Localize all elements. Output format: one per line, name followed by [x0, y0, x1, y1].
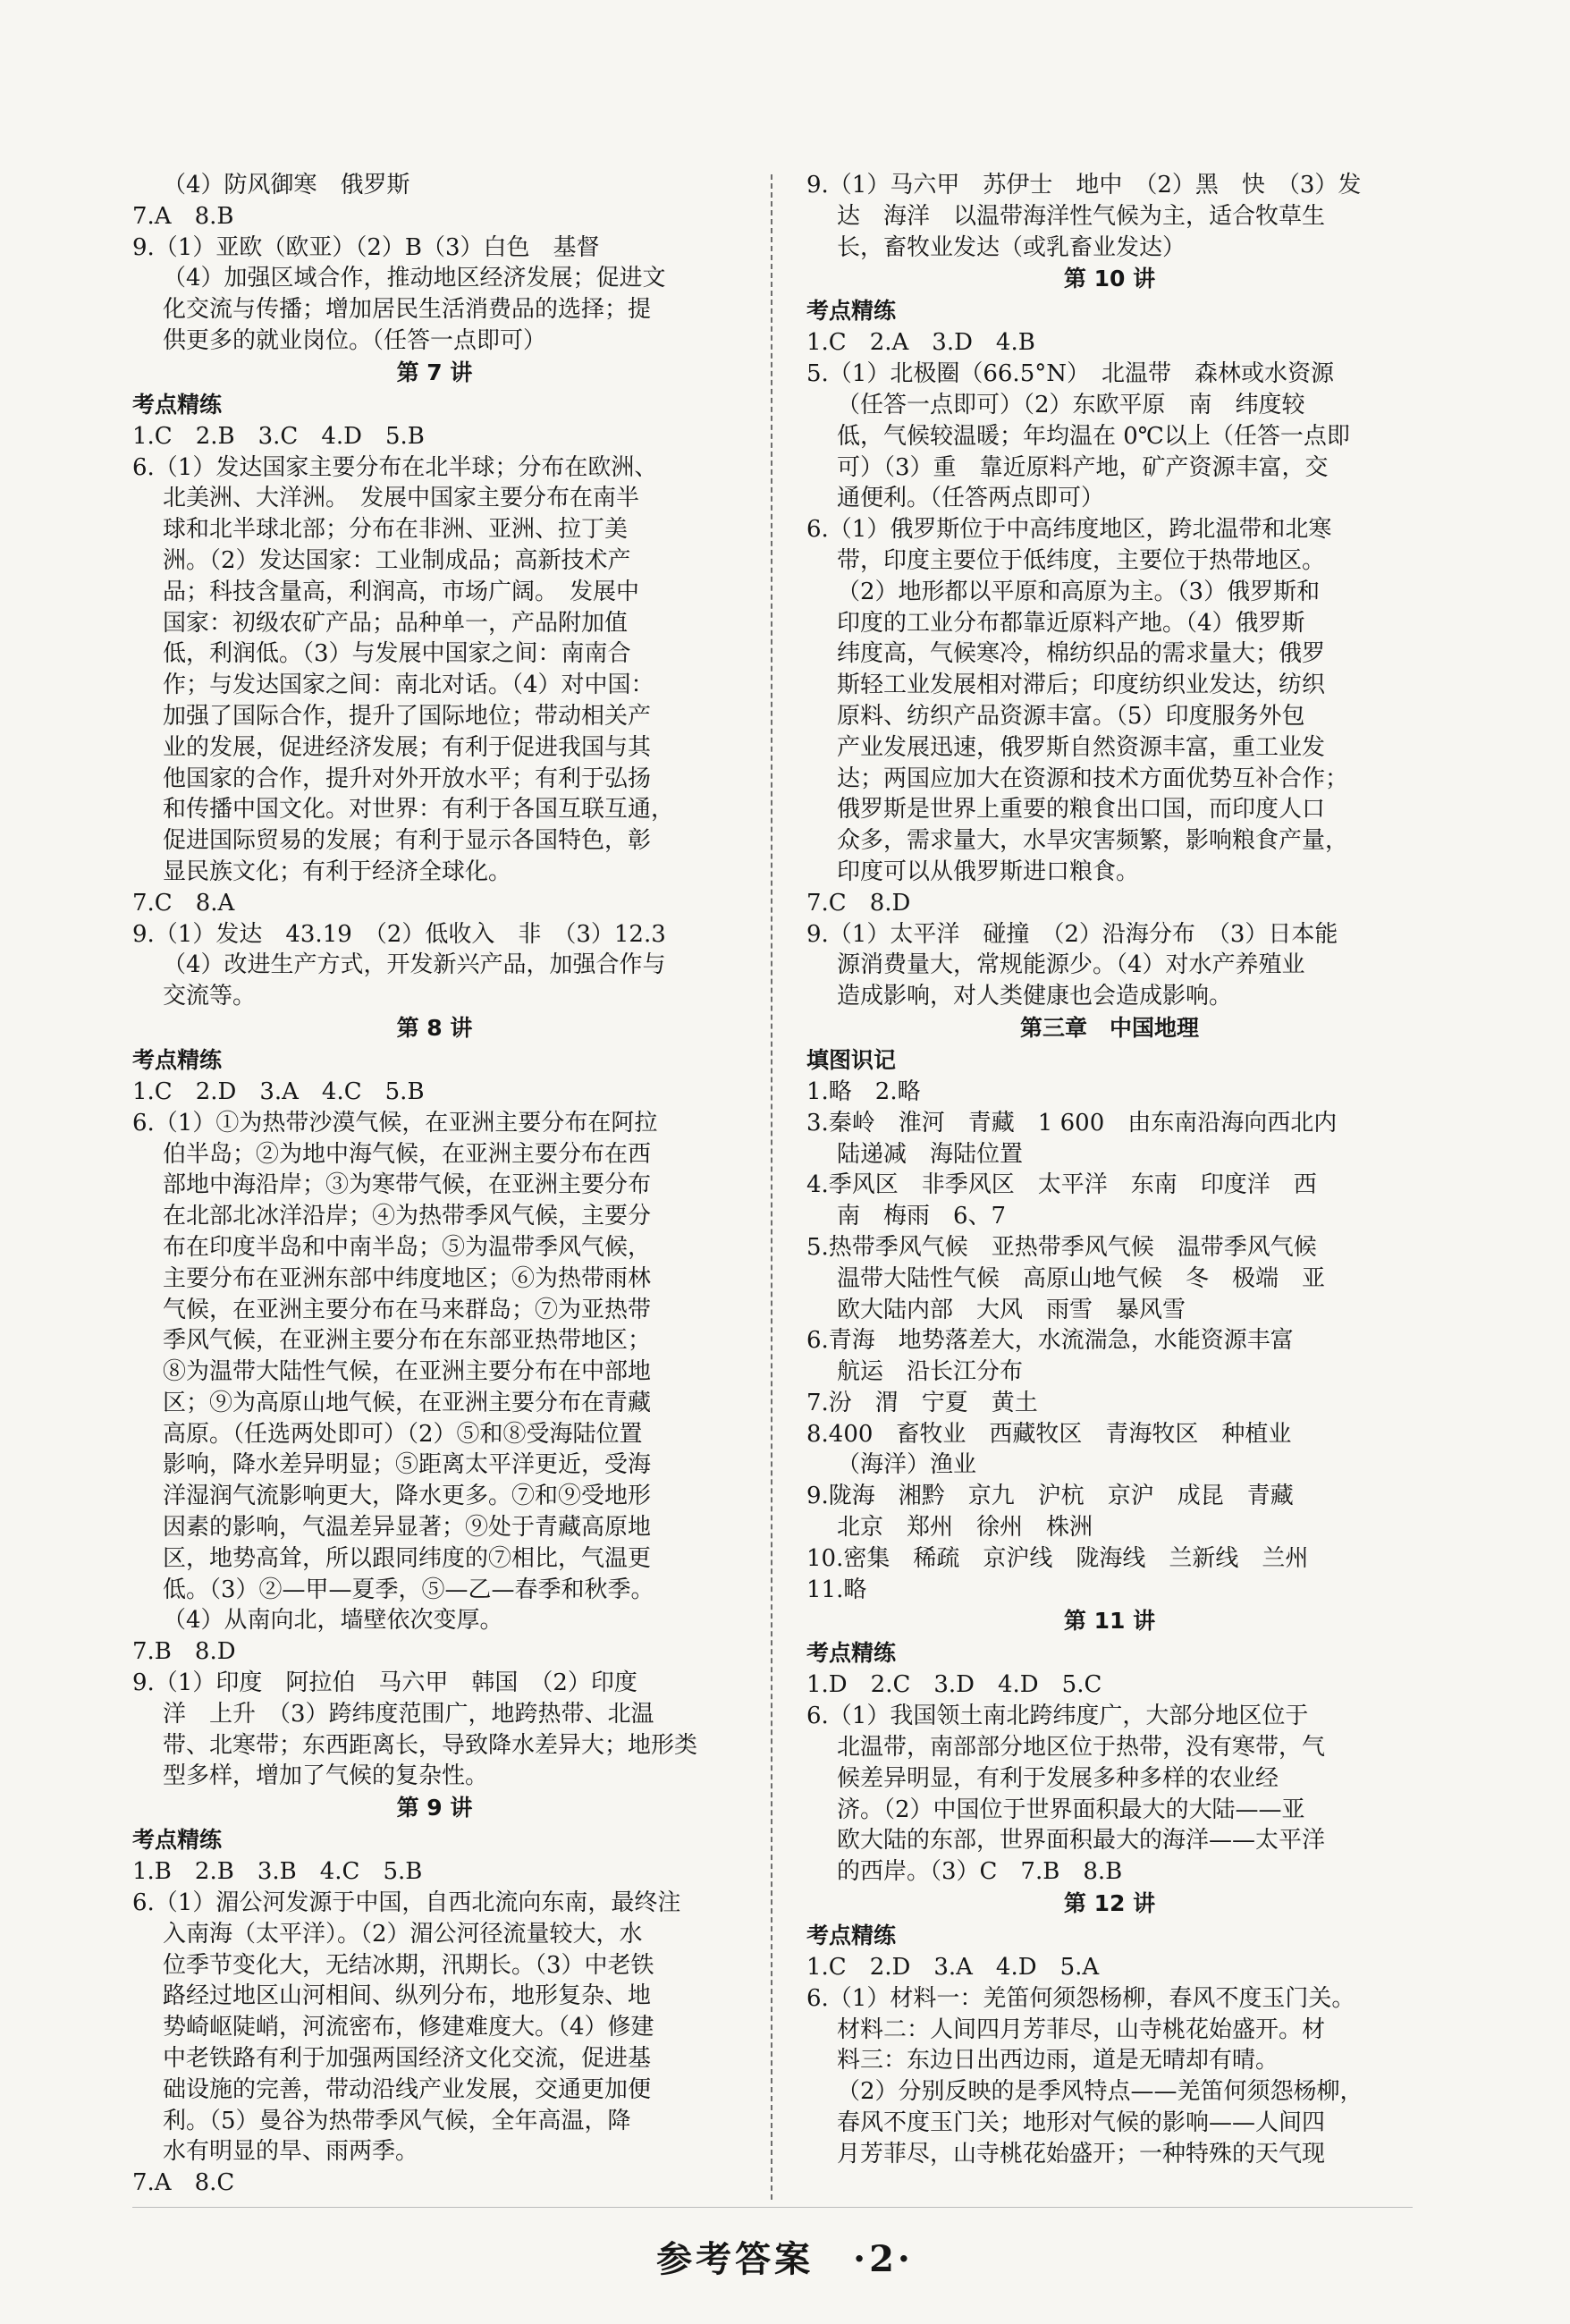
answer-line: 1.C 2.D 3.A 4.C 5.B [132, 1077, 425, 1105]
answer-line: 位季节变化大，无结冰期，汛期长。（3）中老铁 [163, 1951, 654, 1979]
answer-line: 5.（1）北极圈（66.5°N） 北温带 森林或水资源 [806, 360, 1334, 388]
answer-line: （4）加强区域合作，推动地区经济发展；促进文 [163, 265, 666, 292]
answer-line: 6.（1）发达国家主要分布在北半球；分布在欧洲、 [132, 453, 658, 481]
answer-line: 促进国际贸易的发展；有利于显示各国特色，彰 [163, 827, 652, 855]
answer-line: 众多，需求量大，水旱灾害频繁，影响粮食产量， [837, 827, 1349, 855]
answer-line: 气候，在亚洲主要分布在马来群岛；⑦为亚热带 [163, 1296, 652, 1323]
answer-line: 7.B 8.D [132, 1638, 236, 1666]
answer-line: 洲。（2）发达国家：工业制成品；高新技术产 [163, 546, 631, 574]
answer-line: 9.（1）太平洋 碰撞 （2）沿海分布 （3）日本能 [806, 920, 1338, 948]
answer-line: 交流等。 [163, 983, 257, 1010]
answer-line: 可）（3）重 靠近原料产地，矿产资源丰富，交 [837, 453, 1329, 481]
answer-line: 陆递减 海陆位置 [837, 1140, 1024, 1168]
answer-line: 9.陇海 湘黔 京九 沪杭 京沪 成昆 青藏 [806, 1483, 1294, 1510]
answer-line: 4.季风区 非季风区 太平洋 东南 印度洋 西 [806, 1171, 1317, 1199]
answer-line: 供更多的就业岗位。（任答一点即可） [163, 326, 547, 354]
answer-line: 洋 上升 （3）跨纬度范围广，地跨热带、北温 [163, 1700, 654, 1728]
answer-line: 产业发展迅速，俄罗斯自然资源丰富，重工业发 [837, 733, 1326, 761]
section-subheading: 考点精练 [806, 1923, 897, 1949]
lecture-heading: 第 8 讲 [396, 1014, 473, 1041]
answer-line: 春风不度玉门关；地形对气候的影响——人间四 [837, 2109, 1326, 2137]
answer-line: 带、北寒带；东西距离长，导致降水差异大；地形类 [163, 1731, 698, 1759]
answer-line: （2）地形都以平原和高原为主。（3）俄罗斯和 [837, 578, 1321, 605]
answer-line: 季风气候，在亚洲主要分布在东部亚热带地区； [163, 1327, 652, 1355]
answer-line: 11.略 [806, 1576, 867, 1603]
answer-line: 7.A 8.B [132, 202, 234, 230]
answer-line: 布在印度半岛和中南半岛；⑤为温带季风气候， [163, 1233, 652, 1261]
answer-line: 带，印度主要位于低纬度，主要位于热带地区。 [837, 546, 1326, 574]
answer-line: 区，地势高耸，所以跟同纬度的⑦相比，气温更 [163, 1544, 652, 1572]
answer-line: 6.（1）俄罗斯位于中高纬度地区，跨北温带和北寒 [806, 516, 1332, 544]
column-divider [771, 174, 772, 2200]
answer-line: 品；科技含量高，利润高，市场广阔。 发展中 [163, 578, 640, 605]
section-subheading: 填图识记 [806, 1046, 897, 1073]
answer-line: 6.（1）湄公河发源于中国，自西北流向东南，最终注 [132, 1889, 681, 1917]
answer-line: 低。（3）②—甲—夏季，⑤—乙—春季和秋季。 [163, 1576, 654, 1603]
answer-line: （4）从南向北，墙壁依次变厚。 [163, 1607, 503, 1635]
answer-line: 显民族文化；有利于经济全球化。 [163, 858, 512, 885]
answer-line: 欧大陆内部 大风 雨雪 暴风雪 [837, 1296, 1186, 1323]
answer-line: 因素的影响，气温差异显著；⑨处于青藏高原地 [163, 1514, 652, 1542]
answer-line: 加强了国际合作，提升了国际地位；带动相关产 [163, 702, 652, 730]
section-subheading: 考点精练 [806, 1640, 897, 1667]
answer-line: 低，利润低。（3）与发展中国家之间：南南合 [163, 640, 631, 668]
answer-line: 北温带，南部部分地区位于热带，没有寒带，气 [837, 1734, 1326, 1762]
answer-line: （4）改进生产方式，开发新兴产品，加强合作与 [163, 951, 666, 979]
answer-line: 印度的工业分布都靠近原料产地。（4）俄罗斯 [837, 609, 1305, 637]
answer-line: 源消费量大，常规能源少。（4）对水产养殖业 [837, 951, 1305, 979]
answer-line: 1.略 2.略 [806, 1077, 921, 1105]
answer-line: （4）防风御寒 俄罗斯 [163, 172, 410, 199]
section-subheading: 考点精练 [132, 391, 223, 418]
answer-line: 低，气候较温暖；年均温在 0℃以上（任答一点即 [837, 422, 1350, 450]
lecture-heading: 第 11 讲 [1063, 1608, 1156, 1635]
answer-line: 的西岸。（3）C 7.B 8.B [837, 1858, 1123, 1886]
answer-line: 北京 郑州 徐州 株洲 [837, 1514, 1093, 1542]
answer-line: （海洋）渔业 [837, 1451, 977, 1479]
right-column [806, 170, 1413, 2170]
answer-line: 路经过地区山河相间、纵列分布，地形复杂、地 [163, 1982, 652, 2010]
answer-line: 6.（1）材料一：羌笛何须怨杨柳，春风不度玉门关。 [806, 1984, 1355, 2012]
lecture-heading: 第 12 讲 [1063, 1890, 1156, 1917]
answer-line: 造成影响，对人类健康也会造成影响。 [837, 983, 1233, 1010]
answer-line: 业的发展，促进经济发展；有利于促进我国与其 [163, 733, 652, 761]
section-subheading: 考点精练 [806, 298, 897, 325]
answer-line: 型多样，增加了气候的复杂性。 [163, 1762, 489, 1790]
answer-line: 南 梅雨 6、7 [837, 1203, 1007, 1230]
answer-line: 月芳菲尽，山寺桃花始盛开；一种特殊的天气现 [837, 2140, 1326, 2168]
answer-line: 达 海洋 以温带海洋性气候为主，适合牧草生 [837, 202, 1326, 230]
answer-line: 他国家的合作，提升对外开放水平；有利于弘扬 [163, 765, 652, 792]
answer-line: 6.（1）我国领土南北跨纬度广，大部分地区位于 [806, 1703, 1309, 1730]
answer-line: 北美洲、大洋洲。 发展中国家主要分布在南半 [163, 485, 640, 512]
answer-line: 6.青海 地势落差大，水流湍急，水能资源丰富 [806, 1327, 1294, 1355]
answer-line: 球和北半球北部；分布在非洲、亚洲、拉丁美 [163, 516, 629, 544]
lecture-heading: 第 10 讲 [1063, 266, 1156, 292]
answer-line: 势崎岖陡峭，河流密布，修建难度大。（4）修建 [163, 2014, 654, 2041]
answer-line: 部地中海沿岸；③为寒带气候，在亚洲主要分布 [163, 1171, 652, 1199]
lecture-heading: 第 9 讲 [396, 1795, 473, 1821]
answer-line: 水有明显的旱、雨两季。 [163, 2138, 419, 2166]
answer-line: 区；⑨为高原山地气候，在亚洲主要分布在青藏 [163, 1389, 652, 1416]
answer-line: 长，畜牧业发达（或乳畜业发达） [837, 233, 1186, 261]
answer-line: 3.秦岭 淮河 青藏 1 600 由东南沿海向西北内 [806, 1109, 1338, 1137]
answer-line: 原料、纺织产品资源丰富。（5）印度服务外包 [837, 702, 1305, 730]
answer-line: 9.（1）马六甲 苏伊士 地中 （2）黑 快 （3）发 [806, 172, 1362, 199]
lecture-heading: 第 7 讲 [396, 359, 473, 385]
answer-line: 在北部北冰洋沿岸；④为热带季风气候，主要分 [163, 1203, 652, 1230]
answer-line: 1.C 2.A 3.D 4.B [806, 329, 1035, 357]
answer-line: 6.（1）①为热带沙漠气候，在亚洲主要分布在阿拉 [132, 1109, 658, 1137]
answer-line: 材料二：人间四月芳菲尽，山寺桃花始盛开。材 [837, 2016, 1326, 2043]
answer-line: 1.B 2.B 3.B 4.C 5.B [132, 1858, 423, 1886]
answer-line: （2）分别反映的是季风特点——羌笛何须怨杨柳， [837, 2078, 1363, 2106]
answer-line: 主要分布在亚洲东部中纬度地区；⑥为热带雨林 [163, 1264, 652, 1292]
answer-line: （任答一点即可）（2）东欧平原 南 纬度较 [837, 391, 1305, 418]
answer-line: 洋湿润气流影响更大，降水更多。⑦和⑨受地形 [163, 1483, 652, 1510]
answer-line: 8.400 畜牧业 西藏牧区 青海牧区 种植业 [806, 1420, 1292, 1448]
answer-line: 1.D 2.C 3.D 4.D 5.C [806, 1671, 1102, 1699]
answer-line: 达；两国应加大在资源和技术方面优势互补合作； [837, 765, 1349, 792]
answer-line: 料三：东边日出西边雨，道是无晴却有晴。 [837, 2047, 1279, 2075]
answer-line: 斯轻工业发展相对滞后；印度纺织业发达，纺织 [837, 672, 1326, 699]
lecture-heading: 第三章 中国地理 [1019, 1014, 1199, 1041]
answer-line: 国家：初级农矿产品；品种单一，产品附加值 [163, 609, 629, 637]
answer-line: 7.C 8.D [806, 889, 911, 917]
answer-line: 10.密集 稀疏 京沪线 陇海线 兰新线 兰州 [806, 1544, 1309, 1572]
answer-line: 入南海（太平洋）。（2）湄公河径流量较大，水 [163, 1920, 643, 1948]
left-column [132, 170, 737, 2199]
answer-line: 影响，降水差异明显；⑤距离太平洋更近，受海 [163, 1451, 652, 1479]
answer-line: 9.（1）发达 43.19 （2）低收入 非 （3）12.3 [132, 920, 666, 948]
answer-line: 作；与发达国家之间：南北对话。（4）对中国： [163, 672, 654, 699]
section-subheading: 考点精练 [132, 1827, 223, 1854]
page-footer: 参考答案 ·2· [656, 2238, 914, 2280]
section-subheading: 考点精练 [132, 1046, 223, 1073]
answer-line: 通便利。（任答两点即可） [837, 485, 1105, 512]
answer-line: 航运 沿长江分布 [837, 1358, 1024, 1386]
answer-line: 纬度高，气候寒冷，棉纺织品的需求量大；俄罗 [837, 640, 1326, 668]
answer-line: 印度可以从俄罗斯进口粮食。 [837, 858, 1140, 885]
answer-line: 7.C 8.A [132, 889, 235, 917]
answer-line: 高原。（任选两处即可）（2）⑤和⑧受海陆位置 [163, 1420, 643, 1448]
answer-line: 俄罗斯是世界上重要的粮食出口国，而印度人口 [837, 796, 1326, 824]
answer-line: 础设施的完善，带动沿线产业发展，交通更加便 [163, 2075, 652, 2103]
answer-line: 9.（1）印度 阿拉伯 马六甲 韩国 （2）印度 [132, 1669, 637, 1697]
answer-line: ⑧为温带大陆性气候，在亚洲主要分布在中部地 [163, 1358, 652, 1386]
answer-line: 利。（5）曼谷为热带季风气候，全年高温，降 [163, 2107, 631, 2134]
answer-line: 5.热带季风气候 亚热带季风气候 温带季风气候 [806, 1233, 1317, 1261]
answer-line: 化交流与传播；增加居民生活消费品的选择；提 [163, 296, 652, 324]
bottom-rule [132, 2207, 1413, 2208]
answer-line: 9.（1）亚欧（欧亚）（2）B（3）白色 基督 [132, 233, 600, 261]
answer-line: 候差异明显，有利于发展多种多样的农业经 [837, 1764, 1279, 1792]
answer-line: 1.C 2.D 3.A 4.D 5.A [806, 1954, 1100, 1982]
answer-line: 7.汾 渭 宁夏 黄土 [806, 1389, 1038, 1416]
answer-line: 中老铁路有利于加强两国经济文化交流，促进基 [163, 2045, 652, 2073]
answer-line: 温带大陆性气候 高原山地气候 冬 极端 亚 [837, 1264, 1326, 1292]
answer-line: 和传播中国文化。对世界：有利于各国互联互通， [163, 796, 675, 824]
answer-line: 济。（2）中国位于世界面积最大的大陆——亚 [837, 1796, 1305, 1823]
answer-line: 欧大陆的东部，世界面积最大的海洋——太平洋 [837, 1827, 1326, 1855]
answer-line: 伯半岛；②为地中海气候，在亚洲主要分布在西 [163, 1140, 652, 1168]
answer-line: 1.C 2.B 3.C 4.D 5.B [132, 422, 425, 450]
answer-line: 7.A 8.C [132, 2169, 235, 2197]
